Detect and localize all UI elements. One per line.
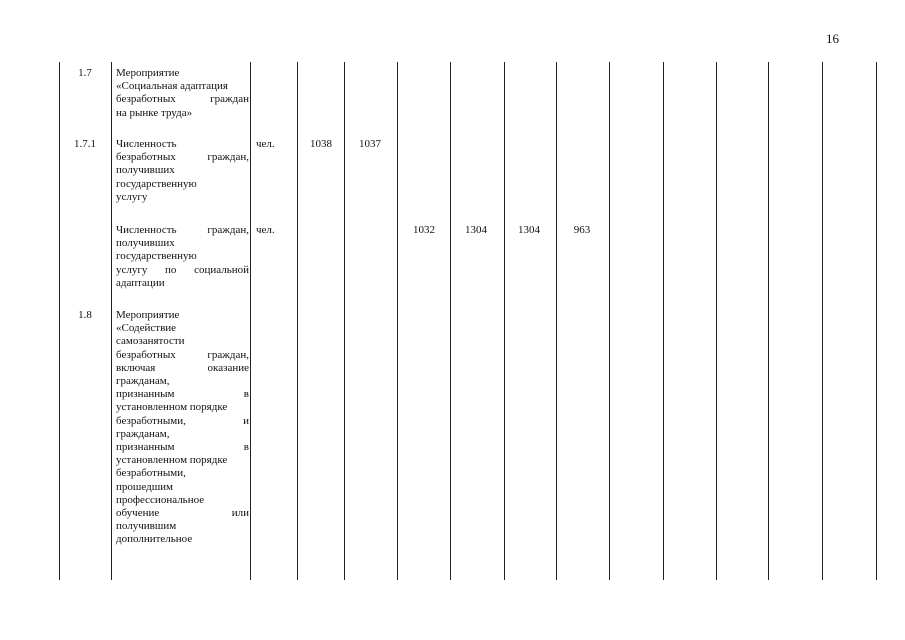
- description-line: получивших: [116, 237, 175, 250]
- row-number: 1.7.1: [74, 138, 96, 150]
- description-line: государственную: [116, 177, 197, 190]
- value-cell: 1304: [518, 224, 540, 236]
- description-line: получившим: [116, 520, 177, 533]
- description-line: на рынке труда»: [116, 106, 193, 119]
- table-column-border: [768, 62, 769, 580]
- description-line: дополнительное: [116, 533, 193, 546]
- description-line: адаптации: [116, 276, 165, 289]
- value-cell: 963: [573, 224, 591, 236]
- description-line: признанным в: [116, 441, 249, 454]
- table-column-border: [250, 62, 251, 580]
- description-line: профессиональное: [116, 493, 205, 506]
- table-column-border: [504, 62, 505, 580]
- description-line: гражданам,: [116, 375, 170, 388]
- description-line: безработными, и: [116, 414, 249, 427]
- table-column-border: [450, 62, 451, 580]
- row-description: [116, 224, 249, 290]
- table-column-border: [876, 62, 877, 580]
- description-line: безработных граждан,: [116, 348, 249, 361]
- row-number: 1.8: [78, 309, 92, 321]
- table-column-border: [716, 62, 717, 580]
- value-cell: 1038: [310, 138, 332, 150]
- table-column-border: [397, 62, 398, 580]
- description-line: Мероприятие: [116, 67, 180, 79]
- description-line: Мероприятие: [116, 309, 180, 321]
- page-number: 16: [826, 31, 839, 46]
- description-line: Численность граждан,: [116, 224, 249, 236]
- unit-cell: чел.: [256, 224, 275, 236]
- description-line: безработных граждан: [116, 93, 249, 106]
- description-line: государственную: [116, 250, 197, 263]
- table-column-border: [609, 62, 610, 580]
- table-column-border: [111, 62, 112, 580]
- description-line: обучение или: [116, 507, 249, 520]
- description-line: услугу по социальной: [116, 263, 249, 276]
- description-line: признанным в: [116, 388, 249, 401]
- row-number: 1.7: [78, 67, 92, 79]
- row-description: [116, 67, 249, 120]
- unit-cell: чел.: [256, 138, 275, 150]
- table-column-border: [822, 62, 823, 580]
- description-line: включая оказание: [116, 361, 249, 374]
- description-line: услугу: [116, 190, 148, 203]
- description-line: Численность: [116, 138, 177, 150]
- description-line: установленном порядке: [116, 401, 228, 414]
- row-description: [116, 309, 249, 547]
- value-cell: 1037: [359, 138, 381, 150]
- value-cell: 1304: [465, 224, 487, 236]
- description-line: безработных граждан,: [116, 151, 249, 164]
- value-cell: 1032: [413, 224, 435, 236]
- table-column-border: [556, 62, 557, 580]
- description-line: гражданам,: [116, 427, 170, 440]
- description-line: «Содействие: [116, 322, 177, 335]
- description-line: установленном порядке: [116, 454, 228, 467]
- description-line: прошедшим: [116, 480, 174, 493]
- description-line: безработными,: [116, 467, 186, 480]
- description-line: получивших: [116, 164, 175, 177]
- description-line: «Социальная адаптация: [116, 80, 228, 93]
- table-column-border: [663, 62, 664, 580]
- row-description: [116, 138, 249, 204]
- description-line: самозанятости: [116, 335, 185, 348]
